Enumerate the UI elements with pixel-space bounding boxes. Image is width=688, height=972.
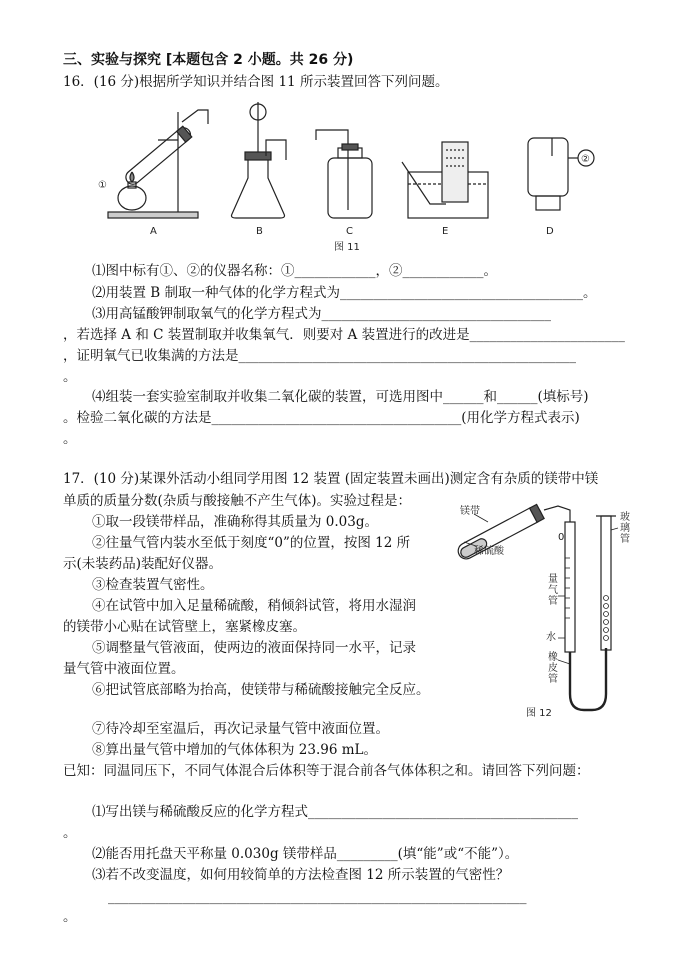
label-d: D: [546, 226, 554, 237]
label-rubber-2: 皮: [548, 663, 558, 674]
q16-p3d: 。: [63, 369, 77, 385]
q17-step-8: ⑧算出量气管中增加的气体体积为 23.96 mL。: [92, 742, 377, 758]
label-e: E: [442, 226, 449, 237]
figure-12-drawing: [448, 498, 638, 720]
q17-answer-3-blank: ______________________________________________________________: [108, 889, 527, 905]
label-mg-ribbon: 镁带: [460, 506, 480, 517]
q16-stem: 16．(16 分)根据所学知识并结合图 11 所示装置回答下列问题。: [63, 74, 449, 90]
apparatus-d: [528, 138, 594, 210]
label-burette-2: 气: [548, 585, 558, 596]
q17-step-7: ⑦待冷却至室温后，再次记录量气管中液面位置。: [92, 721, 389, 737]
q17-step-2b: 示(未装药品)装配好仪器。: [63, 556, 223, 572]
q17-stem-1: 17．(10 分)某课外活动小组同学用图 12 装置 (固定装置未画出)测定含有杂质的镁带中镁: [63, 471, 599, 487]
q16-p4b: 。检验二氧化碳的方法是_____________________________________(用化学方程式表示): [63, 410, 580, 426]
q17-step-6: ⑥把试管底部略为抬高，使镁带与稀硫酸接触完全反应。: [92, 682, 430, 698]
section-title: 三、实验与探究 [本题包含 2 小题。共 26 分): [63, 52, 354, 68]
q16-p4a: ⑷组装一套实验室制取并收集二氧化碳的装置，可选用图中______和______(填标号): [92, 389, 589, 405]
q16-p3c: ，证明氧气已收集满的方法是__________________________________________________: [63, 348, 576, 364]
apparatus-a: [108, 110, 208, 218]
figure-12: [448, 498, 638, 720]
q16-p3a: ⑶用高锰酸钾制取氧气的化学方程式为__________________________________: [92, 306, 551, 322]
label-glass-1: 玻: [620, 512, 630, 523]
q17-answer-2: ⑵能否用托盘天平称量 0.030g 镁带样品_________(填“能”或“不能”）。: [92, 846, 519, 862]
q17-step-4a: ④在试管中加入足量稀硫酸，稍倾斜试管，将用水湿润: [92, 598, 416, 614]
q17-answer-3: ⑶若不改变温度，如何用较简单的方法检查图 12 所示装置的气密性？: [92, 867, 510, 883]
label-a: A: [150, 226, 157, 237]
figure-11-drawing: [90, 100, 610, 255]
marker-1: ①: [98, 180, 107, 191]
q17-answer-3-end: 。: [63, 909, 77, 925]
marker-2: ②: [581, 154, 590, 165]
label-rubber-1: 橡: [548, 652, 558, 663]
q17-step-1: ①取一段镁带样品，准确称得其质量为 0.03g。: [92, 514, 378, 530]
q17-answer-1b: 。: [63, 825, 77, 841]
figure-11-caption: 图 11: [334, 242, 360, 253]
q16-p1: ⑴图中标有①、②的仪器名称：①____________，②____________。: [92, 263, 497, 279]
q16-p4c: 。: [63, 431, 77, 447]
label-burette-3: 管: [548, 596, 558, 607]
q17-stem-2: 单质的质量分数(杂质与酸接触不产生气体)。实验过程是：: [63, 493, 412, 509]
label-b: B: [256, 226, 263, 237]
q16-p3b: ，若选择 A 和 C 装置制取并收集氧气．则要对 A 装置进行的改进是_______________________: [63, 327, 625, 343]
q17-step-5a: ⑤调整量气管液面，使两边的液面保持同一水平，记录: [92, 640, 416, 656]
label-glass-3: 管: [620, 534, 630, 545]
apparatus-b: [232, 102, 287, 218]
label-rubber-3: 管: [548, 674, 558, 685]
label-burette-1: 量: [548, 574, 558, 585]
q16-p2: ⑵用装置 B 制取一种气体的化学方程式为____________________________________。: [92, 285, 597, 301]
apparatus-c: [316, 130, 372, 218]
q17-known: 已知：同温同压下，不同气体混合后体积等于混合前各气体体积之和。请回答下列问题：: [63, 763, 590, 779]
q17-step-3: ③检查装置气密性。: [92, 577, 214, 593]
q17-step-2a: ②往量气管内装水至低于刻度“0”的位置，按图 12 所: [92, 535, 411, 551]
label-c: C: [346, 226, 353, 237]
label-water: 水: [546, 632, 556, 643]
figure-12-caption: 图 12: [526, 708, 552, 719]
q17-answer-1a: ⑴写出镁与稀硫酸反应的化学方程式________________________________________: [92, 804, 578, 820]
label-glass-2: 璃: [620, 523, 630, 534]
q17-step-5b: 量气管中液面位置。: [63, 661, 185, 677]
label-dilute-acid: 稀硫酸: [474, 546, 504, 557]
q17-step-4b: 的镁带小心贴在试管壁上，塞紧橡皮塞。: [63, 619, 306, 635]
figure-11: [90, 100, 610, 255]
apparatus-e: [402, 142, 488, 218]
label-zero: 0: [558, 532, 565, 543]
